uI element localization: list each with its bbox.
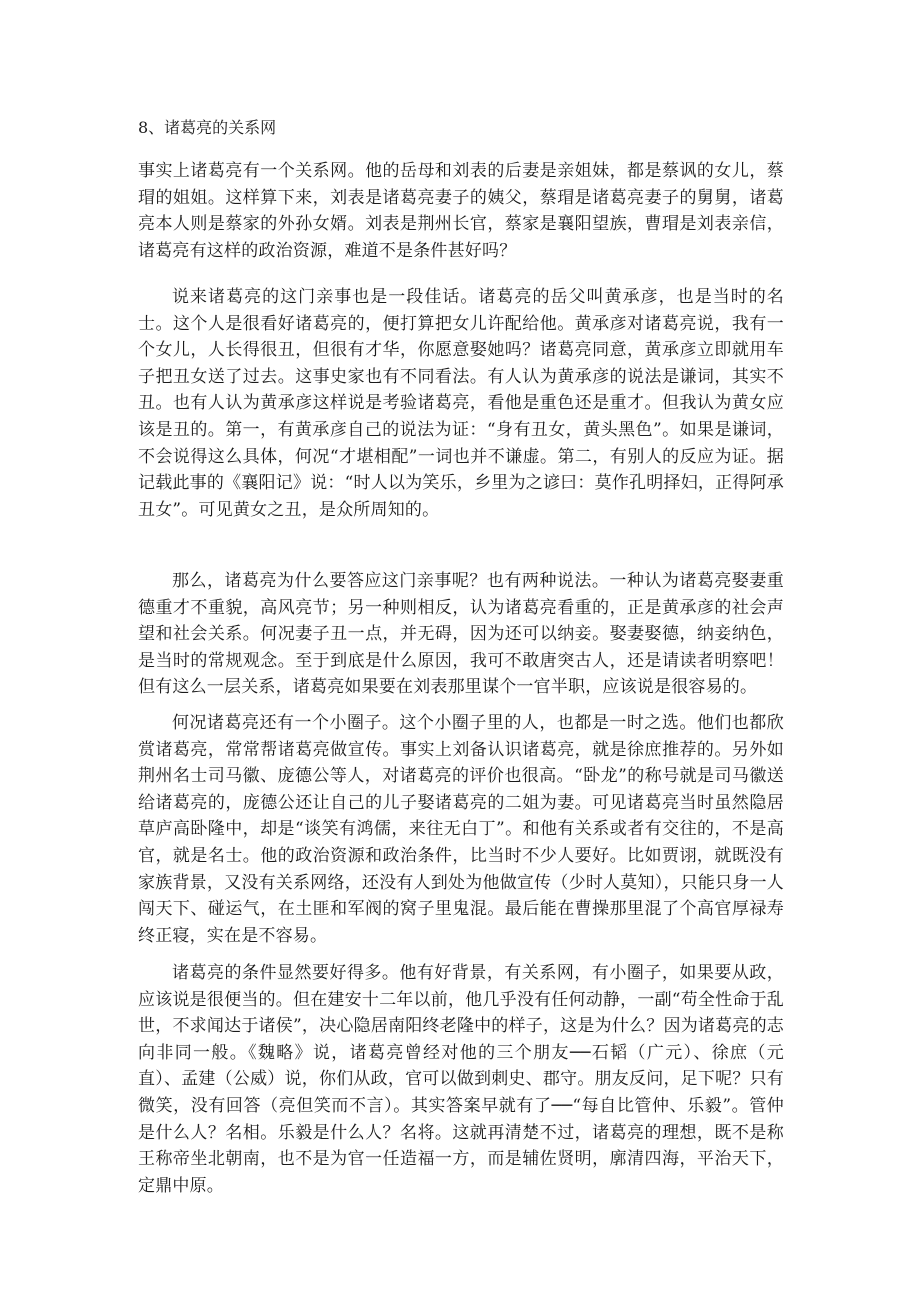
- section-heading: 8、诸葛亮的关系网: [138, 118, 277, 137]
- paragraph-5: 诸葛亮的条件显然要好得多。他有好背景，有关系网，有小圈子，如果要从政，应该说是很便当的。但在建安十二年以前，他几乎没有任何动静，一副“苟全性命于乱世，不求闻达于诸侯”，决心隐居南阳终老隆中的样子，这是为什么？因为诸葛亮的志向非同一般。《魏略》说，诸葛亮曾经对他的三个朋友──石韬（广元）、徐庶（元直）、孟建（公威）说，你们从政，官可以做到刺史、郡守。朋友反问，足下呢？只有微笑，没有回答（亮但笑而不言）。其实答案早就有了──“每自比管仲、乐毅”。管仲是什么人？名相。乐毅是什么人？名将。这就再清楚不过，诸葛亮的理想，既不是称王称帝坐北朝南，也不是为官一任造福一方，而是辅佐贤明，廓清四海，平治天下，定鼎中原。: [138, 963, 784, 1196]
- paragraph-2: 说来诸葛亮的这门亲事也是一段佳话。诸葛亮的岳父叫黄承彦，也是当时的名士。这个人是很看好诸葛亮的，便打算把女儿许配给他。黄承彦对诸葛亮说，我有一个女儿，人长得很丑，但很有才华，你愿意娶她吗？诸葛亮同意，黄承彦立即就用车子把丑女送了过去。这事史家也有不同看法。有人认为黄承彦的说法是谦词，其实不丑。也有人认为黄承彦这样说是考验诸葛亮，看他是重色还是重才。但我认为黄女应该是丑的。第一，有黄承彦自己的说法为证：“身有丑女，黄头黑色”。如果是谦词，不会说得这么具体，何况“才堪相配”一词也并不谦虚。第二，有别人的反应为证。据记载此事的《襄阳记》说：“时人以为笑乐，乡里为之谚曰：莫作孔明择妇，正得阿承丑女”。可见黄女之丑，是众所周知的。: [138, 287, 784, 520]
- paragraph-1: 事实上诸葛亮有一个关系网。他的岳母和刘表的后妻是亲姐妹，都是蔡讽的女儿，蔡瑁的姐姐。这样算下来，刘表是诸葛亮妻子的姨父，蔡瑁是诸葛亮妻子的舅舅，诸葛亮本人则是蔡家的外孙女婿。刘表是荆州长官，蔡家是襄阳望族，曹瑁是刘表亲信，诸葛亮有这样的政治资源，难道不是条件甚好吗？: [138, 161, 784, 261]
- paragraph-3: 那么，诸葛亮为什么要答应这门亲事呢？也有两种说法。一种认为诸葛亮娶妻重德重才不重貌，高风亮节；另一种则相反，认为诸葛亮看重的，正是黄承彦的社会声望和社会关系。何况妻子丑一点，并无碍，因为还可以纳妾。娶妻娶德，纳妾纳色，是当时的常规观念。至于到底是什么原因，我可不敢唐突古人，还是请读者明察吧！但有这么一层关系，诸葛亮如果要在刘表那里谋个一官半职，应该说是很容易的。: [138, 571, 784, 698]
- paragraph-4: 何况诸葛亮还有一个小圈子。这个小圈子里的人，也都是一时之选。他们也都欣赏诸葛亮，常常帮诸葛亮做宣传。事实上刘备认识诸葛亮，就是徐庶推荐的。另外如荆州名士司马徽、庞德公等人，对诸葛亮的评价也很高。“卧龙”的称号就是司马徽送给诸葛亮的，庞德公还让自己的儿子娶诸葛亮的二姐为妻。可见诸葛亮当时虽然隐居草庐高卧隆中，却是“谈笑有鸿儒，来往无白丁”。和他有关系或者有交往的，不是高官，就是名士。他的政治资源和政治条件，比当时不少人要好。比如贾诩，就既没有家族背景，又没有关系网络，还没有人到处为他做宣传（少时人莫知），只能只身一人闯天下、碰运气，在土匪和军阀的窝子里鬼混。最后能在曹操那里混了个高官厚禄寿终正寝，实在是不容易。: [138, 713, 784, 946]
